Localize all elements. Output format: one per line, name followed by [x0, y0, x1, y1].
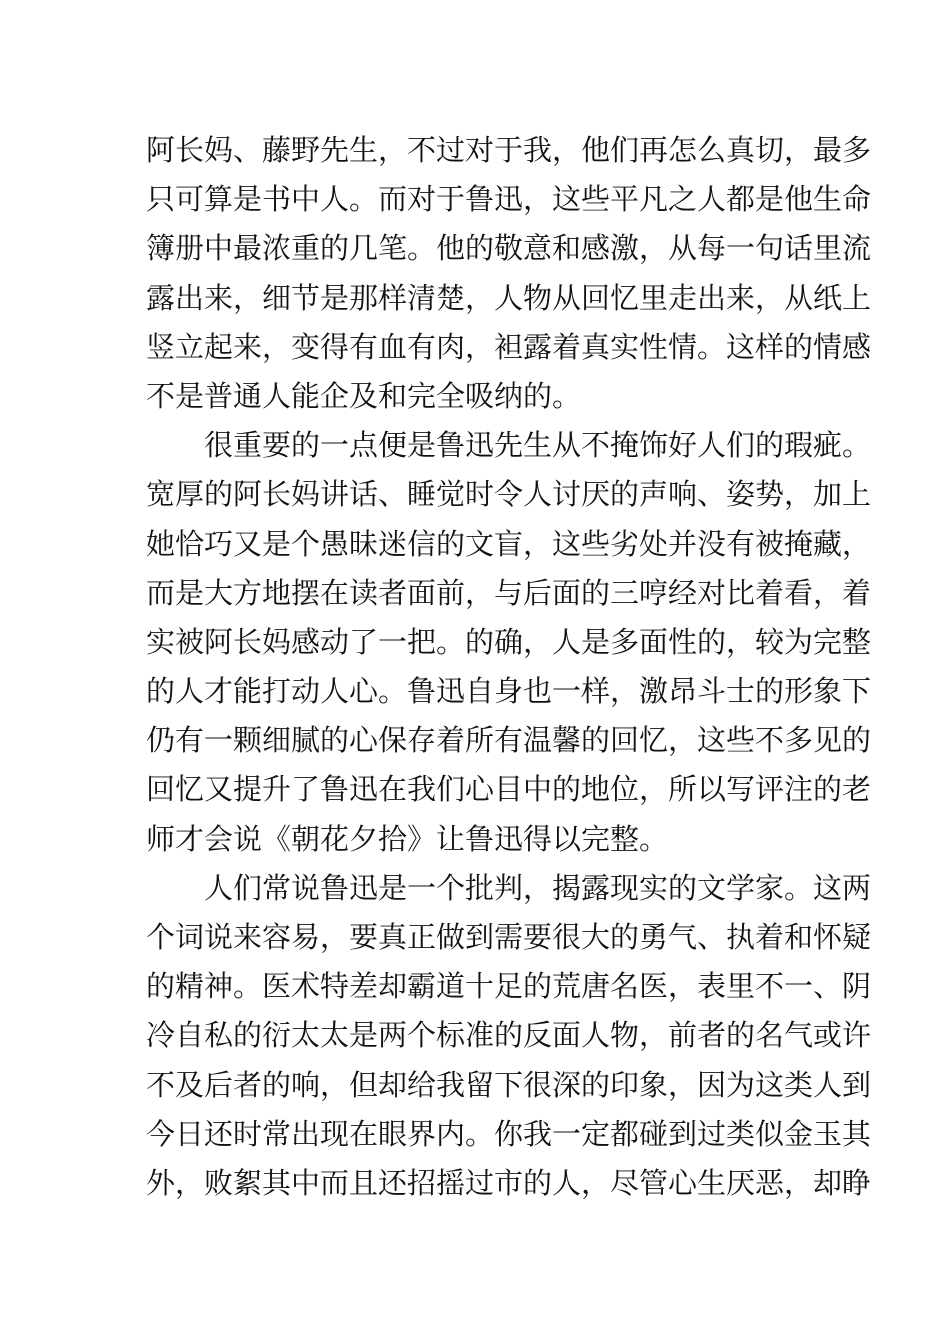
text-line: 阿长妈、藤野先生，不过对于我，他们再怎么真切，最多: [146, 133, 872, 167]
paragraph-first-line: 人们常说鲁迅是一个批判，揭露现实的文学家。这两: [204, 870, 872, 905]
text-line: 冷自私的衍太太是两个标准的反面人物，前者的名气或许: [146, 1018, 872, 1053]
text-line: 不是普通人能企及和完全吸纳的。: [146, 378, 582, 413]
text-line: 露出来，细节是那样清楚，人物从回忆里走出来，从纸上: [146, 280, 872, 315]
text-line: 不及后者的响，但却给我留下很深的印象，因为这类人到: [146, 1067, 872, 1102]
text-line: 簿册中最浓重的几笔。他的敬意和感激，从每一句话里流: [146, 231, 872, 266]
text-line: 只可算是书中人。而对于鲁迅，这些平凡之人都是他生命: [146, 182, 872, 217]
text-line: 的精神。医术特差却霸道十足的荒唐名医，表里不一、阴: [146, 969, 872, 1004]
text-line: 而是大方地摆在读者面前，与后面的三哼经对比着看，着: [146, 575, 872, 610]
text-line: 她恰巧又是个愚昧迷信的文盲，这些劣处并没有被掩藏，: [146, 526, 872, 561]
text-line: 竖立起来，变得有血有肉，袒露着真实性情。这样的情感: [146, 329, 872, 364]
text-line: 个词说来容易，要真正做到需要很大的勇气、执着和怀疑: [146, 920, 872, 954]
text-line: 宽厚的阿长妈讲话、睡觉时令人讨厌的声响、姿势，加上: [146, 477, 872, 512]
text-line: 今日还时常出现在眼界内。你我一定都碰到过类似金玉其: [146, 1116, 872, 1151]
text-line: 师才会说《朝花夕拾》让鲁迅得以完整。: [146, 821, 669, 856]
text-line: 仍有一颗细腻的心保存着所有温馨的回忆，这些不多见的: [146, 723, 872, 758]
document-body: [146, 126, 872, 1208]
text-line: 外，败絮其中而且还招摇过市的人，尽管心生厌恶，却睁: [146, 1165, 872, 1200]
text-line: 实被阿长妈感动了一把。的确，人是多面性的，较为完整: [146, 624, 872, 659]
text-line: 的人才能打动人心。鲁迅自身也一样，激昂斗士的形象下: [146, 674, 872, 709]
paragraph-first-line: 很重要的一点便是鲁迅先生从不掩饰好人们的瑕疵。: [204, 428, 872, 463]
text-line: 回忆又提升了鲁迅在我们心目中的地位，所以写评注的老: [146, 772, 872, 807]
